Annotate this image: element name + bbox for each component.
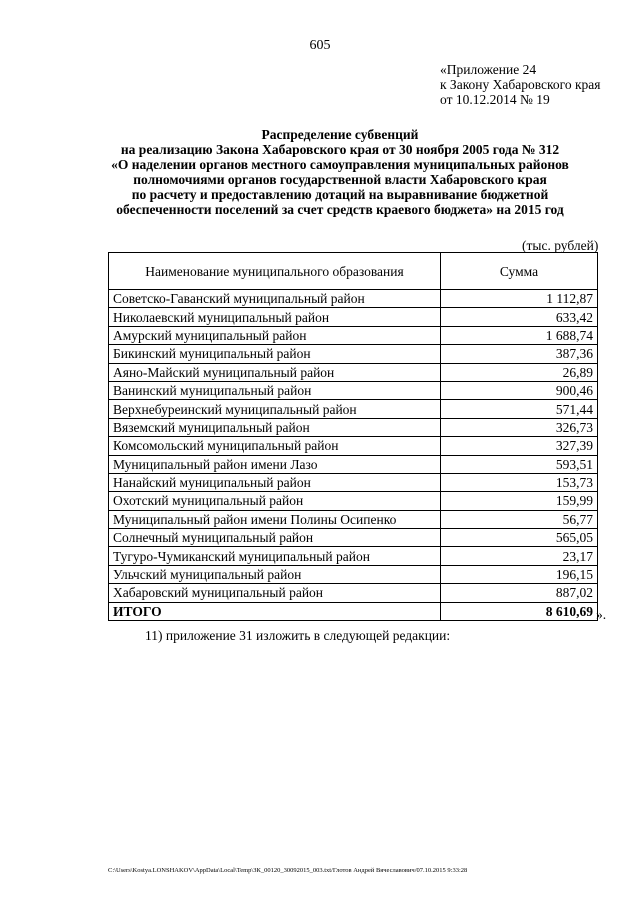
total-amount: 8 610,69 <box>441 602 598 620</box>
amount-value: 593,51 <box>441 455 598 473</box>
table-row <box>109 290 598 308</box>
amount-value: 196,15 <box>441 565 598 583</box>
table-row <box>109 363 598 381</box>
table-row <box>109 584 598 602</box>
next-amendment-item: 11) приложение 31 изложить в следующей редакции: <box>145 628 451 643</box>
municipality-name: Комсомольский муниципальный район <box>109 437 441 455</box>
amount-value: 327,39 <box>441 437 598 455</box>
municipality-name: Ульчский муниципальный район <box>109 565 441 583</box>
municipality-name: Советско-Гаванский муниципальный район <box>109 290 441 308</box>
appendix-line: «Приложение 24 <box>440 62 537 77</box>
title-line: полномочиями органов государственной власти Хабаровского края <box>133 172 547 187</box>
document-title <box>60 127 620 217</box>
municipality-name: Хабаровский муниципальный район <box>109 584 441 602</box>
amount-value: 153,73 <box>441 473 598 491</box>
municipality-name: Амурский муниципальный район <box>109 326 441 344</box>
municipality-name: Тугуро-Чумиканский муниципальный район <box>109 547 441 565</box>
municipality-name: Верхнебуреинский муниципальный район <box>109 400 441 418</box>
appendix-line: к Закону Хабаровского края <box>440 77 601 92</box>
amount-value: 159,99 <box>441 492 598 510</box>
amount-value: 571,44 <box>441 400 598 418</box>
amount-value: 565,05 <box>441 529 598 547</box>
amount-value: 633,42 <box>441 308 598 326</box>
table-row <box>109 529 598 547</box>
table-row <box>109 473 598 491</box>
total-label: ИТОГО <box>109 602 441 620</box>
appendix-line: от 10.12.2014 № 19 <box>440 92 550 107</box>
municipality-name: Нанайский муниципальный район <box>109 473 441 491</box>
page-number: 605 <box>309 38 331 53</box>
table-row <box>109 455 598 473</box>
amount-value: 1 688,74 <box>441 326 598 344</box>
table-row <box>109 326 598 344</box>
municipality-name: Аяно-Майский муниципальный район <box>109 363 441 381</box>
table-row <box>109 400 598 418</box>
title-line: «О наделении органов местного самоуправления муниципальных районов <box>111 157 569 172</box>
municipality-name: Охотский муниципальный район <box>109 492 441 510</box>
closing-quote-mark: ». <box>596 607 607 622</box>
amount-value: 1 112,87 <box>441 290 598 308</box>
municipality-name: Бикинский муниципальный район <box>109 345 441 363</box>
title-line: Распределение субвенций <box>261 127 419 142</box>
total-row <box>109 602 598 620</box>
header-municipality: Наименование муниципального образования <box>109 253 441 290</box>
amount-value: 326,73 <box>441 418 598 436</box>
header-amount: Сумма <box>441 253 598 290</box>
table-row <box>109 308 598 326</box>
table-row <box>109 492 598 510</box>
amount-value: 56,77 <box>441 510 598 528</box>
title-line: по расчету и предоставлению дотаций на выравнивание бюджетной <box>131 187 549 202</box>
municipality-name: Муниципальный район имени Лазо <box>109 455 441 473</box>
amount-value: 26,89 <box>441 363 598 381</box>
amount-value: 900,46 <box>441 381 598 399</box>
amount-value: 23,17 <box>441 547 598 565</box>
table-row <box>109 547 598 565</box>
amount-value: 887,02 <box>441 584 598 602</box>
unit-label: (тыс. рублей) <box>522 238 599 253</box>
appendix-reference <box>440 62 601 107</box>
municipality-name: Солнечный муниципальный район <box>109 529 441 547</box>
table-row <box>109 437 598 455</box>
footer-file-path: C:\Users\Kostya.LONSHAKOV\AppData\Local\Temp\ЗК_00120_30092015_003.txt/Глотов Андрей Вячеславович/07.10.2015 9:33:28 <box>108 867 468 874</box>
table-row <box>109 565 598 583</box>
title-line: на реализацию Закона Хабаровского края от 30 ноября 2005 года № 312 <box>120 142 560 157</box>
table-row <box>109 345 598 363</box>
municipality-name: Ванинский муниципальный район <box>109 381 441 399</box>
table-header-row <box>109 253 598 290</box>
municipality-name: Муниципальный район имени Полины Осипенко <box>109 510 441 528</box>
municipality-name: Николаевский муниципальный район <box>109 308 441 326</box>
amount-value: 387,36 <box>441 345 598 363</box>
table-row <box>109 418 598 436</box>
table-row <box>109 381 598 399</box>
title-line: обеспеченности поселений за счет средств краевого бюджета» на 2015 год <box>116 202 564 217</box>
table-row <box>109 510 598 528</box>
subsidies-table <box>108 252 598 621</box>
municipality-name: Вяземский муниципальный район <box>109 418 441 436</box>
